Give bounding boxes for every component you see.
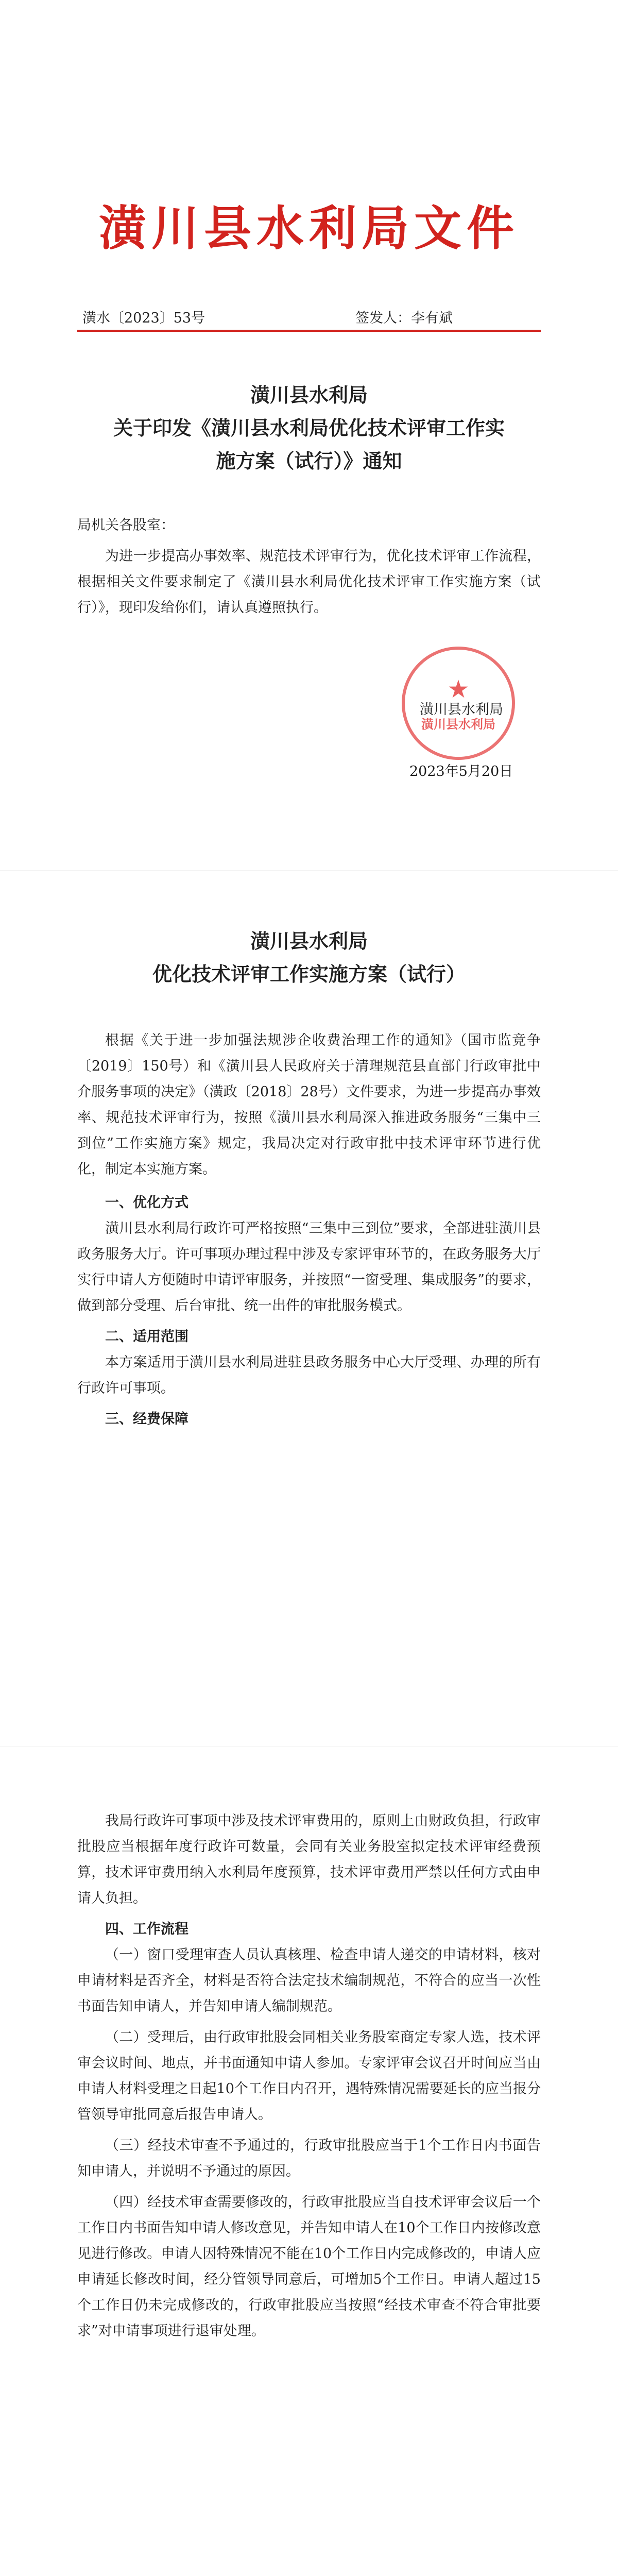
document-number: 潢水〔2023〕53号 <box>82 310 205 326</box>
header-red-line <box>77 330 541 332</box>
notice-date: 2023年5月20日 <box>409 764 513 779</box>
section-2-body: 本方案适用于潢川县水利局进驻县政务服务中心大厅受理、办理的所有行政许可事项。 <box>77 1354 541 1396</box>
document-signer: 签发人：李有斌 <box>355 310 453 326</box>
section-1-body: 潢川县水利局行政许可严格按照“三集中三到位”要求，全部进驻潢川县政务服务大厅。许可事项办理过程中涉及专家评审环节的，在政务服务大厅实行申请人方便随时申请评审服务，并按照“一窗受理、集成服务”的要求，做到部分受理、后台审批、统一出件的审批服务模式。 <box>77 1221 541 1314</box>
page-1 <box>0 0 618 871</box>
seal-text: 潢川县水利局 <box>421 717 495 732</box>
section-4-item-2: （二）受理后，由行政审批股会同相关业务股室商定专家人选，技术评审会议时间、地点，并书面通知申请人参加。专家评审会议召开时间应当由申请人材料受理之日起10个工作日内召开，遇特殊情况需要延长的应当报分管领导审批同意后报告申请人。 <box>77 2029 541 2123</box>
section-4-item-1: （一）窗口受理审查人员认真核理、检查申请人递交的申请材料，核对申请材料是否齐全，材料是否符合法定技术编制规范，不符合的应当一次性书面告知申请人，并告知申请人编制规范。 <box>77 1947 541 2014</box>
section-3-body: 我局行政许可事项中涉及技术评审费用的，原则上由财政负担，行政审批股应当根据年度行政许可数量，会同有关业务股室拟定技术评审经费预算，技术评审费用纳入水利局年度预算，技术评审费用严禁以任何方式由申请人负担。 <box>77 1813 541 1906</box>
section-3-heading: 三、经费保障 <box>105 1411 188 1427</box>
plan-intro: 根据《关于进一步加强法规涉企收费治理工作的通知》（国市监竞争〔2019〕150号）和《潢川县人民政府关于清理规范县直部门行政审批中介服务事项的决定》（潢政〔2018〕28号）文件要求，为进一步提高办事效率、规范技术评审行为，按照《潢川县水利局深入推进政务服务“三集中三到位”工作实施方案》规定，我局决定对行政审批中技术评审环节进行优化，制定本实施方案。 <box>77 1032 541 1177</box>
section-4-heading: 四、工作流程 <box>105 1921 188 1937</box>
notice-body: 为进一步提高办事效率、规范技术评审行为，优化技术评审工作流程，根据相关文件要求制定了《潢川县水利局优化技术评审工作实施方案（试行）》，现印发给你们，请认真遵照执行。 <box>77 548 541 616</box>
section-4-item-3: （三）经技术审查不予通过的，行政审批股应当于1个工作日内书面告知申请人，并说明不予通过的原因。 <box>77 2138 541 2179</box>
plan-org: 潢川县水利局 <box>250 929 368 953</box>
page-2 <box>0 871 618 1747</box>
notice-title-line1: 关于印发《潢川县水利局优化技术评审工作实 <box>113 416 505 439</box>
section-4-item-4: （四）经技术审查需要修改的，行政审批股应当自技术评审会议后一个工作日内书面告知申请人修改意见，并告知申请人在10个工作日内按修改意见进行修改。申请人因特殊情况不能在10个工作日内完成修改的，申请人应申请延长修改时间，经分管领导同意后，可增加5个工作日。申请人超过15个工作日仍未完成修改的，行政审批股应当按照“经技术审查不符合审批要求”对申请事项进行退审处理。 <box>77 2194 541 2339</box>
document-header-title: 潢川县水利局文件 <box>98 201 519 256</box>
page-3 <box>0 1747 618 2576</box>
notice-org: 潢川县水利局 <box>250 383 368 406</box>
notice-title-line2: 施方案（试行）》通知 <box>216 449 402 472</box>
notice-recipient: 局机关各股室： <box>77 517 175 533</box>
section-2-heading: 二、适用范围 <box>105 1329 188 1345</box>
notice-signature: 潢川县水利局 <box>420 702 503 718</box>
plan-title: 优化技术评审工作实施方案（试行） <box>152 962 466 986</box>
section-1-heading: 一、优化方式 <box>105 1195 188 1211</box>
seal-star-icon: ★ <box>447 675 470 704</box>
